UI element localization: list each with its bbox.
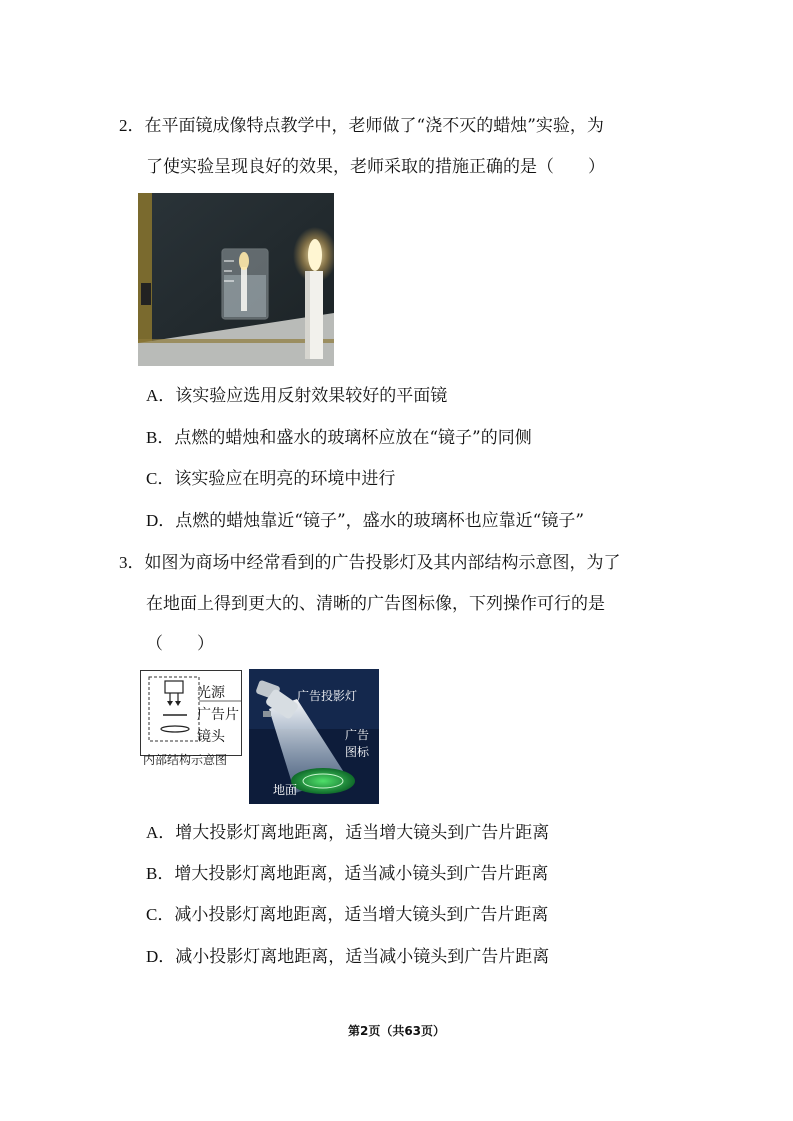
ad-projector-photo bbox=[249, 669, 379, 804]
q3-number: 3． bbox=[119, 553, 145, 572]
label-ad-projector: 广告投影灯 bbox=[297, 689, 358, 703]
inner-structure-caption: 内部结构示意图 bbox=[143, 753, 228, 767]
q3-stem-line1: 如图为商场中经常看到的广告投影灯及其内部结构示意图，为了 bbox=[144, 553, 621, 573]
q3-stem-line2: 在地面上得到更大的、清晰的广告图标像，下列操作可行的是 bbox=[146, 594, 605, 614]
q3-option-b[interactable] bbox=[146, 862, 548, 886]
option-text: 点燃的蜡烛和盛水的玻璃杯应放在“镜子”的同侧 bbox=[174, 428, 532, 448]
label-ad-slide: 广告片 bbox=[197, 707, 239, 723]
q2-stem-line1: 在平面镜成像特点教学中，老师做了“浇不灭的蜡烛”实验，为 bbox=[144, 116, 604, 136]
q2-option-d[interactable] bbox=[146, 509, 584, 533]
q2-number: 2． bbox=[119, 116, 145, 135]
label-ad-logo: 广告 图标 bbox=[345, 728, 370, 759]
option-label: B． bbox=[146, 428, 175, 447]
label-light-source: 光源 bbox=[197, 685, 225, 701]
option-label: D． bbox=[146, 947, 176, 966]
option-text: 点燃的蜡烛靠近“镜子”，盛水的玻璃杯也应靠近“镜子” bbox=[175, 511, 585, 531]
option-label: D． bbox=[146, 511, 176, 530]
q3-line-1 bbox=[119, 551, 621, 575]
option-text: 增大投影灯离地距离，适当减小镜头到广告片距离 bbox=[174, 864, 549, 884]
candle-mirror-photo bbox=[138, 193, 334, 366]
option-label: A． bbox=[146, 823, 176, 842]
option-text: 该实验应选用反射效果较好的平面镜 bbox=[175, 386, 448, 406]
option-text: 减小投影灯离地距离，适当增大镜头到广告片距离 bbox=[174, 905, 549, 925]
q2-option-c[interactable] bbox=[146, 467, 395, 491]
q2-line-1 bbox=[119, 114, 604, 138]
label-ground: 地面 bbox=[273, 783, 298, 797]
option-text: 减小投影灯离地距离，适当减小镜头到广告片距离 bbox=[175, 947, 550, 967]
option-label: B． bbox=[146, 864, 175, 883]
q3-option-a[interactable] bbox=[146, 821, 549, 845]
option-text: 该实验应在明亮的环境中进行 bbox=[174, 469, 396, 489]
q3-stem-line3: （ ） bbox=[146, 634, 214, 654]
q2-option-a[interactable] bbox=[146, 384, 447, 408]
option-label: C． bbox=[146, 905, 175, 924]
q2-option-b[interactable] bbox=[146, 426, 532, 450]
option-label: A． bbox=[146, 386, 176, 405]
option-label: C． bbox=[146, 469, 175, 488]
page-footer: 第2页（共63页） bbox=[347, 1024, 446, 1038]
option-text: 增大投影灯离地距离，适当增大镜头到广告片距离 bbox=[175, 823, 550, 843]
label-lens: 镜头 bbox=[197, 729, 225, 745]
q3-option-d[interactable] bbox=[146, 945, 549, 969]
q2-stem-line2: 了使实验呈现良好的效果，老师采取的措施正确的是（ ） bbox=[146, 157, 605, 177]
q3-option-c[interactable] bbox=[146, 903, 548, 927]
inner-structure-diagram bbox=[140, 670, 242, 756]
